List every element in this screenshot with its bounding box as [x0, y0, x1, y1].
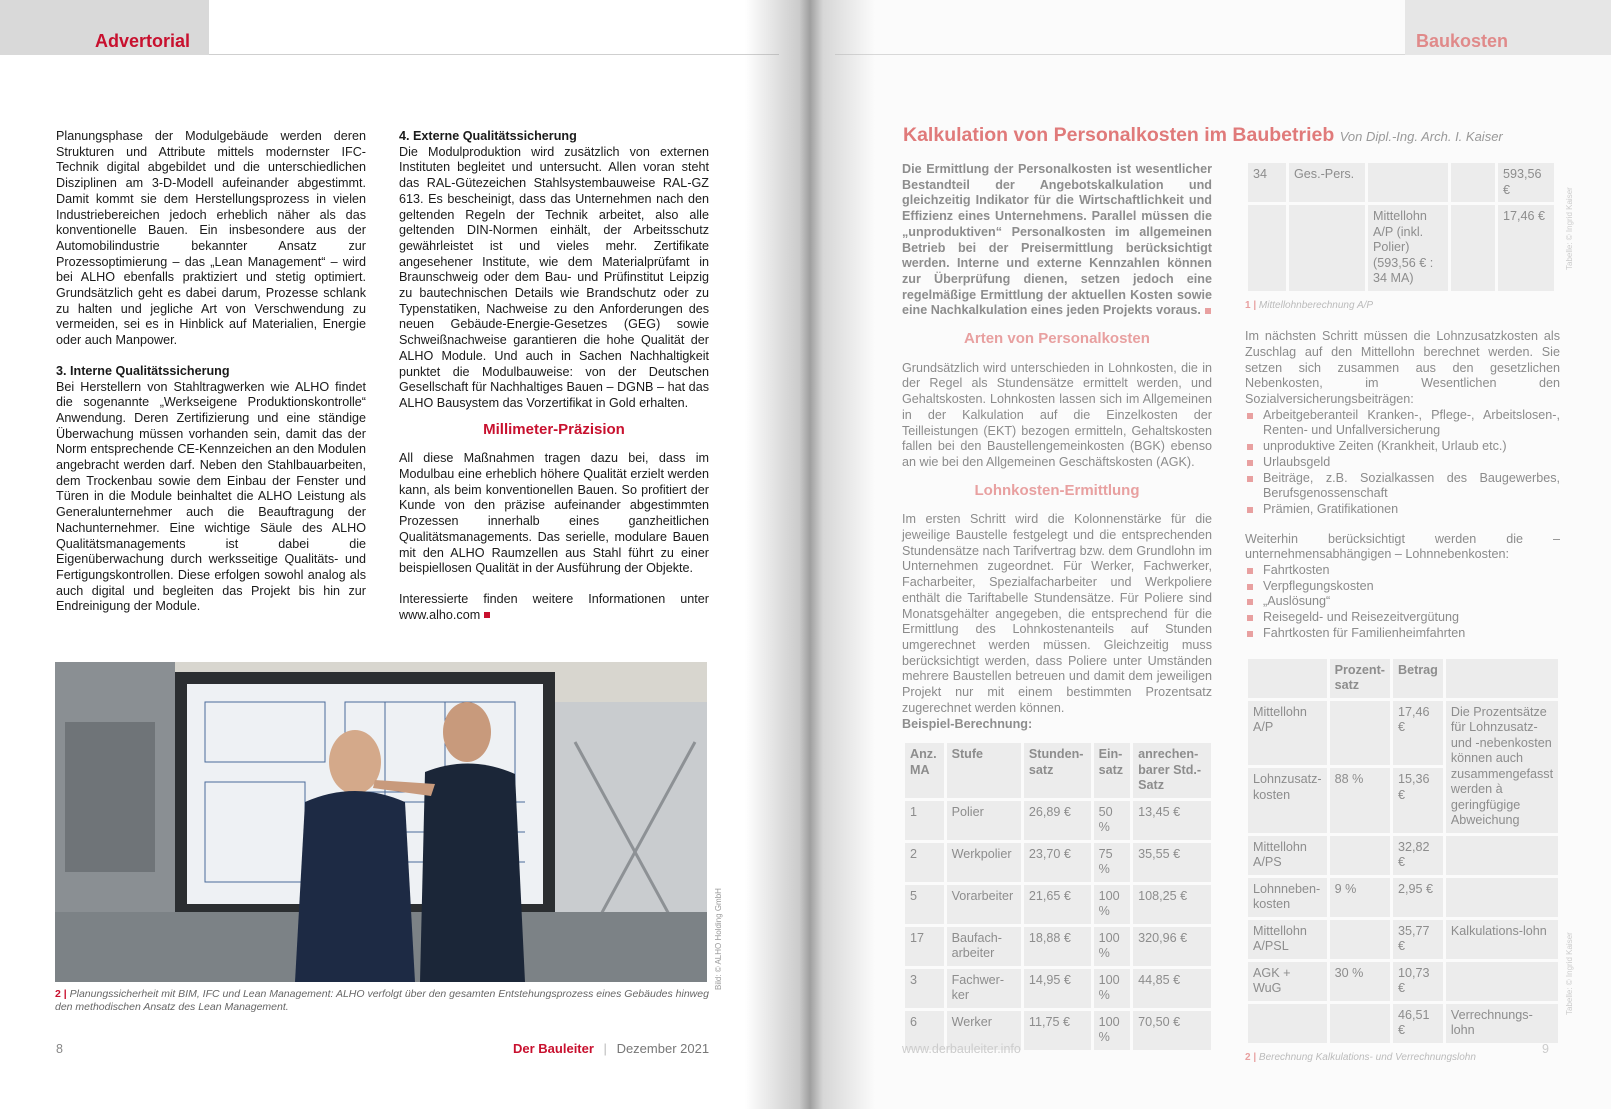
- caption-text: Berechnung Kalkulations- und Verrechnungslohn: [1258, 1051, 1476, 1063]
- end-mark: [484, 612, 490, 618]
- table-row: [904, 925, 1213, 967]
- table-cell: Baufach-arbeiter: [945, 925, 1022, 967]
- table-cell: [1247, 1002, 1329, 1044]
- footer-url: www.derbauleiter.info: [902, 1042, 1021, 1056]
- table-row: [904, 967, 1213, 1009]
- caption-number: 2 |: [55, 988, 67, 1000]
- table-cell: 17: [904, 925, 946, 967]
- issue-date: Dezember 2021: [616, 1041, 710, 1056]
- table-cell: Mittellohn A/P: [1247, 699, 1329, 767]
- book-gutter-shadow: [745, 0, 875, 1109]
- table-header: anrechen-barer Std.-Satz: [1132, 742, 1213, 800]
- table-row: [904, 799, 1213, 841]
- section-heading: 4. Externe Qualitätssicherung: [399, 129, 577, 143]
- table-cell: Mittellohn A/P (inkl. Polier) (593,56 € : 34 MA): [1367, 204, 1450, 293]
- header-rule: [209, 54, 779, 55]
- subheading: Lohnkosten-Ermittlung: [974, 481, 1140, 499]
- list-item: Reisegeld- und Reisezeitvergütung: [1245, 610, 1560, 626]
- table-credit: Tabelle: © Ingrid Kaiser: [1565, 932, 1574, 1015]
- list-item: Verpflegungskosten: [1245, 579, 1560, 595]
- table-cell: Mittellohn A/PS: [1247, 834, 1329, 876]
- table-cell: 100 %: [1092, 925, 1132, 967]
- table-row: [1247, 876, 1560, 918]
- table-row: [1247, 1002, 1560, 1044]
- table-row: [1247, 699, 1560, 767]
- list-item: Prämien, Gratifikationen: [1245, 502, 1560, 518]
- table-cell: [1328, 1002, 1391, 1044]
- table-header: Prozent-satz: [1328, 657, 1391, 699]
- table-header-row: [904, 742, 1213, 800]
- footer-separator: |: [603, 1041, 607, 1056]
- table-row: [1247, 960, 1560, 1002]
- section-heading: 3. Interne Qualitätssicherung: [56, 363, 230, 378]
- page-number: 8: [56, 1042, 63, 1056]
- footer: [513, 1041, 709, 1056]
- table-row: [1247, 834, 1560, 876]
- table-cell: [1328, 699, 1391, 767]
- left-column-1: [56, 129, 366, 615]
- left-column-2: [399, 129, 709, 623]
- table-cell: [1450, 204, 1497, 293]
- table-cell: 320,96 €: [1132, 925, 1213, 967]
- caption-number: 2 |: [1245, 1051, 1257, 1063]
- table-cell: 108,25 €: [1132, 883, 1213, 925]
- table-cell: 2: [904, 841, 946, 883]
- table-row: [1247, 918, 1560, 960]
- subheading: Millimeter-Präzision: [483, 420, 625, 438]
- table-row: [904, 883, 1213, 925]
- table-row: [904, 841, 1213, 883]
- right-page: [800, 0, 1611, 1109]
- table-cell: 17,46 €: [1497, 204, 1556, 293]
- table-cell: 70,50 €: [1132, 1009, 1213, 1051]
- table-cell: 26,89 €: [1022, 799, 1092, 841]
- table-caption: [1245, 298, 1560, 314]
- table-cell: 9 %: [1328, 876, 1391, 918]
- table-cell: Verrechnungs-lohn: [1444, 1002, 1559, 1044]
- table-1: [902, 740, 1214, 1053]
- table-cell: Die Prozentsätze für Lohnzusatz- und -nebenkosten können auch zusammengefasst werden à geringfügige Abweichung: [1444, 699, 1559, 834]
- title-text: Kalkulation von Personalkosten im Baubetrieb: [903, 124, 1335, 146]
- table-row: [1247, 162, 1556, 204]
- magazine-name: Der Bauleiter: [513, 1041, 594, 1056]
- list-item: unproduktive Zeiten (Krankheit, Urlaub etc.): [1245, 439, 1560, 455]
- page-number: 9: [1542, 1042, 1549, 1056]
- table-cell: [1247, 204, 1288, 293]
- table-caption: [1245, 1050, 1560, 1066]
- table-cell: 35,77 €: [1391, 918, 1444, 960]
- article-photo: [55, 662, 707, 982]
- list-item: „Auslösung“: [1245, 594, 1560, 610]
- table-cell: [1288, 204, 1367, 293]
- table-cell: 30 %: [1328, 960, 1391, 1002]
- table-cell: 10,73 €: [1391, 960, 1444, 1002]
- photo-caption: [55, 988, 715, 1014]
- bullet-list: [1245, 563, 1560, 642]
- table-cell: 35,55 €: [1132, 841, 1213, 883]
- table-cell: 13,45 €: [1132, 799, 1213, 841]
- header-rule: [835, 54, 1405, 55]
- table-header: Ein-satz: [1092, 742, 1132, 800]
- table-cell: 88 %: [1328, 767, 1391, 835]
- table-cell: 100 %: [1092, 883, 1132, 925]
- table-cell: 32,82 €: [1391, 834, 1444, 876]
- table-cell: 34: [1247, 162, 1288, 204]
- list-item: Beiträge, z.B. Sozialkassen des Baugewerbes, Berufsgenossenschaft: [1245, 471, 1560, 502]
- paragraph-closing: Interessierte finden weitere Informationen unter www.alho.com: [399, 591, 709, 622]
- right-column-2: [1245, 160, 1560, 1065]
- table-cell: Ges.-Pers.: [1288, 162, 1367, 204]
- table-cell: 11,75 €: [1022, 1009, 1092, 1051]
- table-cell: 100 %: [1092, 1009, 1132, 1051]
- caption-number: 1 |: [1245, 299, 1257, 311]
- paragraph: Die Modulproduktion wird zusätzlich von externen Instituten begleitet und untersucht. Allen voran steht das RAL-Gütezeichen Stahlsystembauweise RAL-GZ 613. Es bescheinigt, dass das Unternehmen nach den geltenden Regeln der Technik arbeitet, also alle geltenden DIN-Normen einhält, der Arbeitsschutz gewährleistet ist und vieles mehr. Zertifikate angesehener Institute, wie dem Materialprüfamt in Braunschweig oder dem Bau- und Prüfinstitut Leipzig zu bautechnischen Details wie Brandschutz oder zu Typenstatiken, Nachweise zu den Anforderungen des neuen Gebäude-Energie-Gesetzes (GEG) sowie Schweißnachweise garantieren die hohe Qualität der ALHO Module. Und auch in Sachen Nachhaltigkeit punktet die Modulbauweise: von der Deutschen Gesellschaft für Nachhaltiges Bauen – DGNB – hat das ALHO Bausystem das Vorzertifikat in Gold erhalten.: [399, 144, 709, 410]
- table-cell: 15,36 €: [1391, 767, 1444, 835]
- table-cell: [1444, 960, 1559, 1002]
- paragraph: All diese Maßnahmen tragen dazu bei, dass im Modulbau eine erheblich höhere Qualität erzielt werden kann, als beim konventionellen Bauen. So profitiert der Kunde von den präzise aufeinander abgestimmten Prozessen innerhalb eines ganzheitlichen Qualitätsmanagements. Das serielle, modulare Bauen mit den ALHO Raumzellen aus Stahl führt zu einer beispiellosen Qualität in der Ausführung der Objekte.: [399, 451, 709, 576]
- table-credit: Tabelle: © Ingrid Kaiser: [1565, 187, 1574, 270]
- table-cell: [1328, 834, 1391, 876]
- table-header: [1247, 657, 1329, 699]
- table-cell: 593,56 €: [1497, 162, 1556, 204]
- table-cell: Werker: [945, 1009, 1022, 1051]
- table-cell: [1367, 162, 1450, 204]
- list-item: Fahrtkosten: [1245, 563, 1560, 579]
- table-header: Betrag: [1391, 657, 1444, 699]
- paragraph: Bei Herstellern von Stahltragwerken wie ALHO findet die sogenannte „Werkseigene Produktionskontrolle“ Anwendung. Deren Zertifizierung und eine ständige Überwachung müssen vorhanden sein, damit das der Norm entsprechende CE-Kennzeichen an den Modulen angebracht werden darf. Neben den Stahlbauarbeiten, dem Trockenbau sowie dem Einbau der Fenster und Türen in die Module beinhaltet die ALHO Leistung als Generalunternehmer auch die Beauftragung der Nachunternehmer. Eine wichtige Säule des ALHO Qualitätsmanagements ist dabei die Eigenüberwachung durch werksseitige Qualitäts- und Fertigungskontrollen. Diese erfolgen sowohl analog als auch digital und begleiten das Projekt bis hin zur Endreinigung der Module.: [56, 379, 366, 614]
- table-header: Anz. MA: [904, 742, 946, 800]
- table-cell: [1450, 162, 1497, 204]
- section-label: Advertorial: [95, 31, 191, 51]
- table-cell: Polier: [945, 799, 1022, 841]
- table-cell: Vorarbeiter: [945, 883, 1022, 925]
- paragraph: Weiterhin berücksichtigt werden die – unternehmensabhängigen – Lohnnebenkosten:: [1245, 531, 1560, 562]
- table-cell: Lohnneben-kosten: [1247, 876, 1329, 918]
- paragraph: Im ersten Schritt wird die Kolonnenstärke für die jeweilige Baustelle festgelegt und die entsprechenden Stundensätze nach Tarifvertrag bzw. dem Grundlohn im Unternehmen zugeordnet. Für Werker, Fachwerker, Facharbeiter, Spezialfacharbeiter und Werkpoliere enthält die Tariftabelle Stundensätze. Für Poliere sind Monatsgehälter angegeben, die entsprechend für die Ermittlung des Lohnkostenanteils auf Stunden umgerechnet werden müssen. Gleichzeitig muss berücksichtigt werden, dass Poliere unter Umständen mehrere Baustellen betreuen und damit dem jeweiligen Projekt nur mit einem bestimmten Prozentsatz zugerechnet werden können.: [902, 512, 1212, 715]
- table-cell: 2,95 €: [1391, 876, 1444, 918]
- table-cell: 21,65 €: [1022, 883, 1092, 925]
- byline: Von Dipl.-Ing. Arch. I. Kaiser: [1339, 129, 1503, 144]
- bullet-list: [1245, 408, 1560, 518]
- table-header: Stunden-satz: [1022, 742, 1092, 800]
- table-cell: 6: [904, 1009, 946, 1051]
- table-cell: 3: [904, 967, 946, 1009]
- table-1-continued: [1245, 160, 1557, 294]
- table-cell: [1444, 834, 1559, 876]
- table-cell: Lohnzusatz-kosten: [1247, 767, 1329, 835]
- table-cell: 44,85 €: [1132, 967, 1213, 1009]
- table-cell: Werkpolier: [945, 841, 1022, 883]
- right-column-1: [902, 162, 1212, 1053]
- table-cell: 23,70 €: [1022, 841, 1092, 883]
- table-cell: [1444, 876, 1559, 918]
- example-label: Beispiel-Berechnung:: [902, 716, 1033, 731]
- left-page: [0, 0, 800, 1109]
- table-cell: [1328, 918, 1391, 960]
- table-cell: Mittellohn A/PSL: [1247, 918, 1329, 960]
- paragraph: Planungsphase der Modulgebäude werden deren Strukturen und Attribute mittels modernster IFC-Technik digital abgebildet und die unterschiedlichen Disziplinen am 3-D-Modell aufeinander abgestimmt. Damit kommt sie dem Herstellungsprozess in vielen Industriebereichen jedoch erheblich näher als das konventionelle Bauen. Ein insbesondere aus der Automobilindustrie bekannter Ansatz zur Prozessoptimierung – das „Lean Management“ – wird bei ALHO ebenfalls praktiziert und stetig optimiert. Grundsätzlich geht es dabei darum, Prozesse schlank zu halten und jegliche Art von Verschwendung zu vermeiden, sei es in Hinblick auf Materialien, Energie oder auch Manpower.: [56, 129, 366, 348]
- lead-paragraph: Die Ermittlung der Personalkosten ist wesentlicher Bestandteil der Angebotskalkulation und gleichzeitig Indikator für die Wirtschaftlichkeit und Effizienz eines Unternehmens. Parallel müssen die „unproduktiven“ Personalkosten im allgemeinen Betrieb bei der Preisermittlung berücksichtigt werden. Interne und externe Kennzahlen können zur Überprüfung dienen, setzen jedoch eine regelmäßige Ermittlung der aktuellen Kosten sowie eine Nachkalkulation eines jeden Projekts voraus.: [902, 162, 1212, 318]
- table-cell: 18,88 €: [1022, 925, 1092, 967]
- table-cell: AGK + WuG: [1247, 960, 1329, 1002]
- table-cell: 14,95 €: [1022, 967, 1092, 1009]
- table-cell: 75 %: [1092, 841, 1132, 883]
- list-item: Fahrtkosten für Familienheimfahrten: [1245, 626, 1560, 642]
- table-header-row: [1247, 657, 1560, 699]
- table-cell: 1: [904, 799, 946, 841]
- section-label: Baukosten: [1416, 31, 1509, 51]
- table-cell: 46,51 €: [1391, 1002, 1444, 1044]
- paragraph: Grundsätzlich wird unterschieden in Lohnkosten, die in der Regel als Stundensätze ermittelt werden, und Gehaltskosten. Lohnkosten lassen sich im Allgemeinen in der Kalkulation auf die Einzelkosten der Teilleistungen (EKT) bezogen ermitteln, Gehaltskosten fallen bei den Baustellengemeinkosten (BGK) ebenso an wie bei den Allgemeinen Geschäftskosten (AGK).: [902, 360, 1212, 469]
- table-cell: Kalkulations-lohn: [1444, 918, 1559, 960]
- caption-text: Mittellohnberechnung A/P: [1258, 299, 1374, 311]
- table-cell: 50 %: [1092, 799, 1132, 841]
- caption-text: Planungssicherheit mit BIM, IFC und Lean Management: ALHO verfolgt über den gesamten Entstehungsprozess eines Gebäudes hinweg den methodischen Ansatz des Lean Management.: [55, 988, 709, 1013]
- list-item: Urlaubsgeld: [1245, 455, 1560, 471]
- table-header: [1444, 657, 1559, 699]
- table-cell: 100 %: [1092, 967, 1132, 1009]
- table-cell: 5: [904, 883, 946, 925]
- table-header: Stufe: [945, 742, 1022, 800]
- end-mark: [1205, 308, 1211, 314]
- table-2: [1245, 656, 1561, 1046]
- subheading: Arten von Personalkosten: [964, 330, 1150, 348]
- paragraph: Im nächsten Schritt müssen die Lohnzusatzkosten als Zuschlag auf den Mittellohn berechnet werden. Sie setzen sich zusammen aus den gesetzlichen Nebenkosten, im Wesentlichen den Sozialversicherungsbeiträgen:: [1245, 329, 1560, 407]
- table-cell: 17,46 €: [1391, 699, 1444, 767]
- article-title: [903, 124, 1503, 147]
- table-row: [1247, 204, 1556, 293]
- photo-credit: Bild: © ALHO Holding GmbH: [714, 888, 723, 990]
- table-cell: Fachwer-ker: [945, 967, 1022, 1009]
- list-item: Arbeitgeberanteil Kranken-, Pflege-, Arbeitslosen-, Renten- und Unfallversicherung: [1245, 408, 1560, 439]
